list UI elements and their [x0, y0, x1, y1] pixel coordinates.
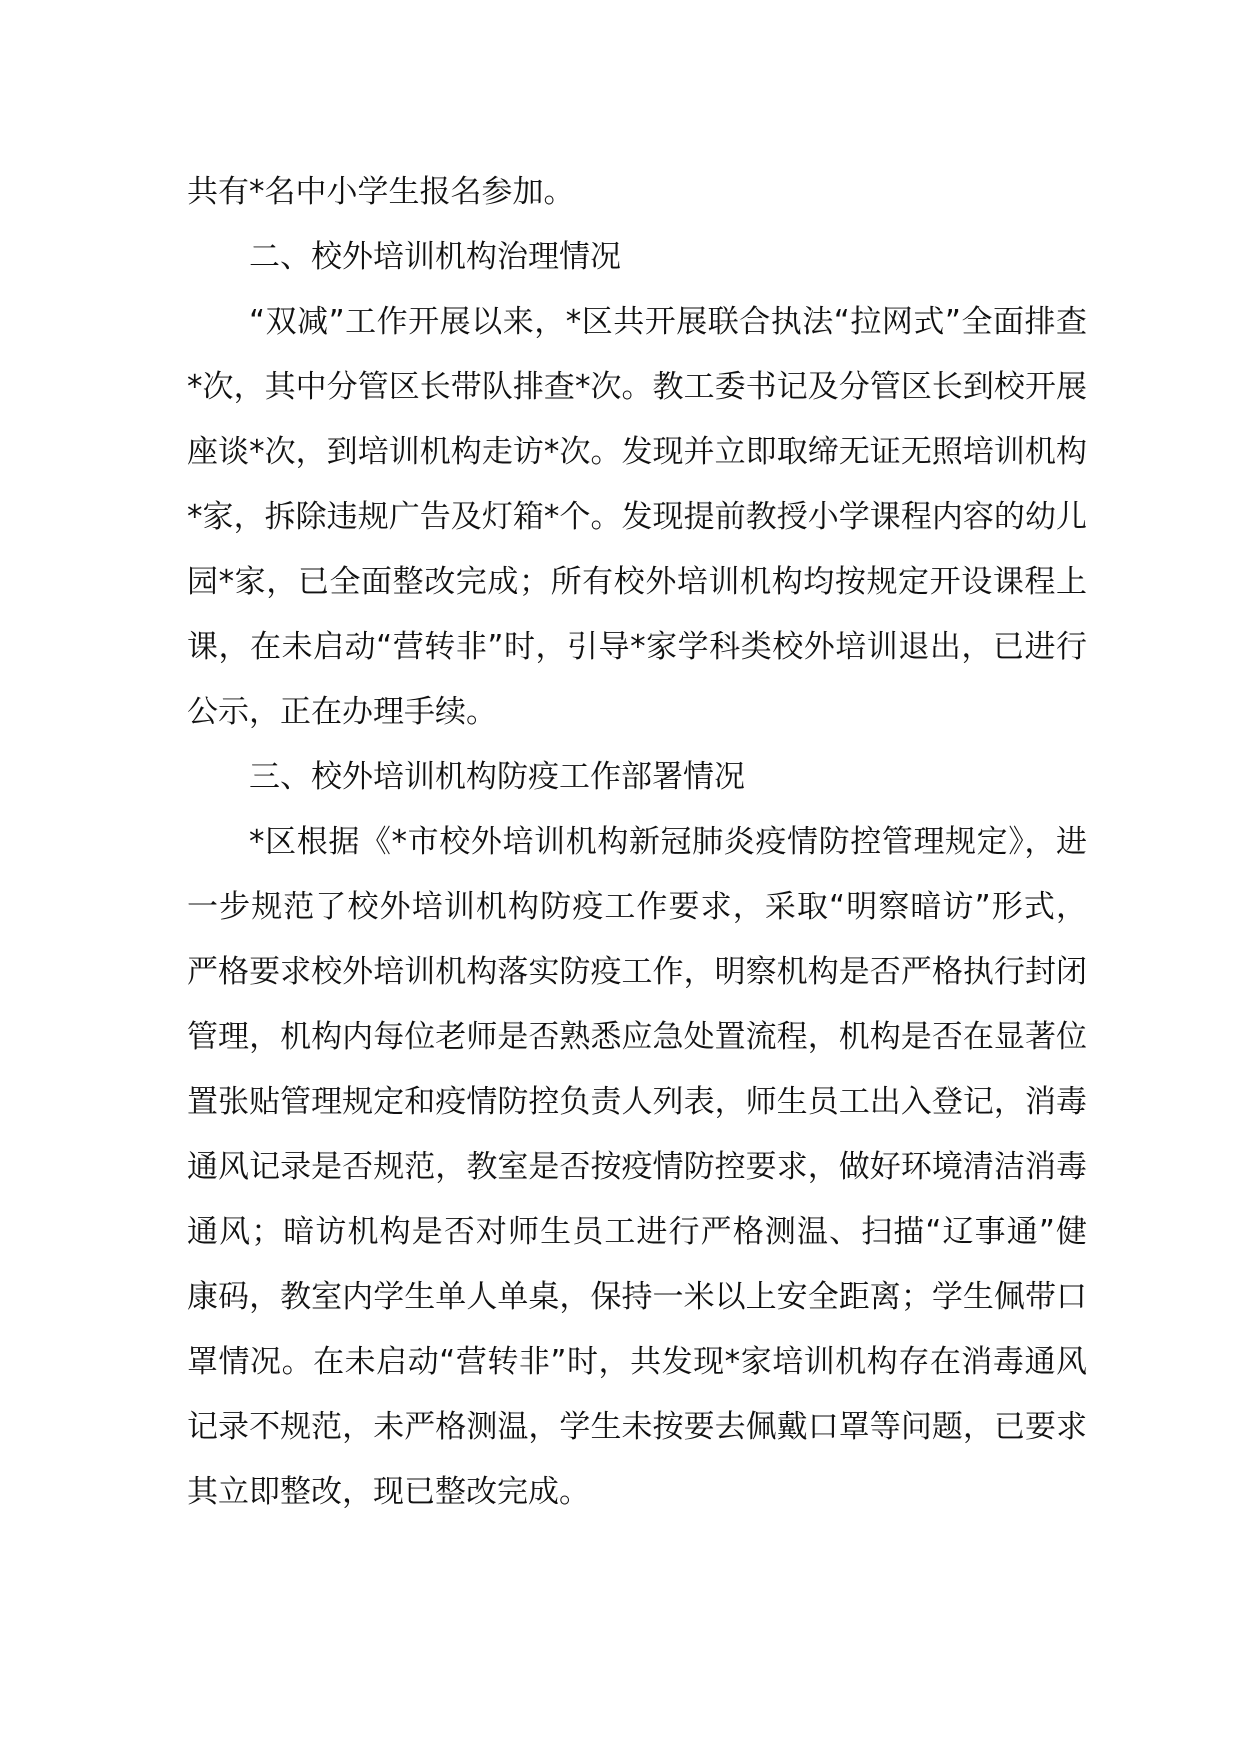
paragraph-governance: “双减”工作开展以来，*区共开展联合执法“拉网式”全面排查*次，其中分管区长带队排查*次。教工委书记及分管区长到校开展座谈*次，到培训机构走访*次。发现并立即取缔无证无照培训机构*家，拆除违规广告及灯箱*个。发现提前教授小学课程内容的幼儿园*家，已全面整改完成；所有校外培训机构均按规定开设课程上课，在未启动“营转非”时，引导*家学科类校外培训退出，已进行公示，正在办理手续。	[187, 304, 1087, 730]
document-body	[187, 160, 1087, 1525]
paragraph-continuation: 共有*名中小学生报名参加。	[187, 174, 575, 210]
section-heading-epidemic-prevention: 三、校外培训机构防疫工作部署情况	[249, 759, 745, 795]
section-heading-governance: 二、校外培训机构治理情况	[249, 239, 621, 275]
paragraph-epidemic-prevention: *区根据《*市校外培训机构新冠肺炎疫情防控管理规定》，进一步规范了校外培训机构防疫工作要求，采取“明察暗访”形式，严格要求校外培训机构落实防疫工作，明察机构是否严格执行封闭管理，机构内每位老师是否熟悉应急处置流程，机构是否在显著位置张贴管理规定和疫情防控负责人列表，师生员工出入登记，消毒通风记录是否规范，教室是否按疫情防控要求，做好环境清洁消毒通风；暗访机构是否对师生员工进行严格测温、扫描“辽事通”健康码，教室内学生单人单桌，保持一米以上安全距离；学生佩带口罩情况。在未启动“营转非”时，共发现*家培训机构存在消毒通风记录不规范，未严格测温，学生未按要去佩戴口罩等问题，已要求其立即整改，现已整改完成。	[187, 824, 1087, 1510]
